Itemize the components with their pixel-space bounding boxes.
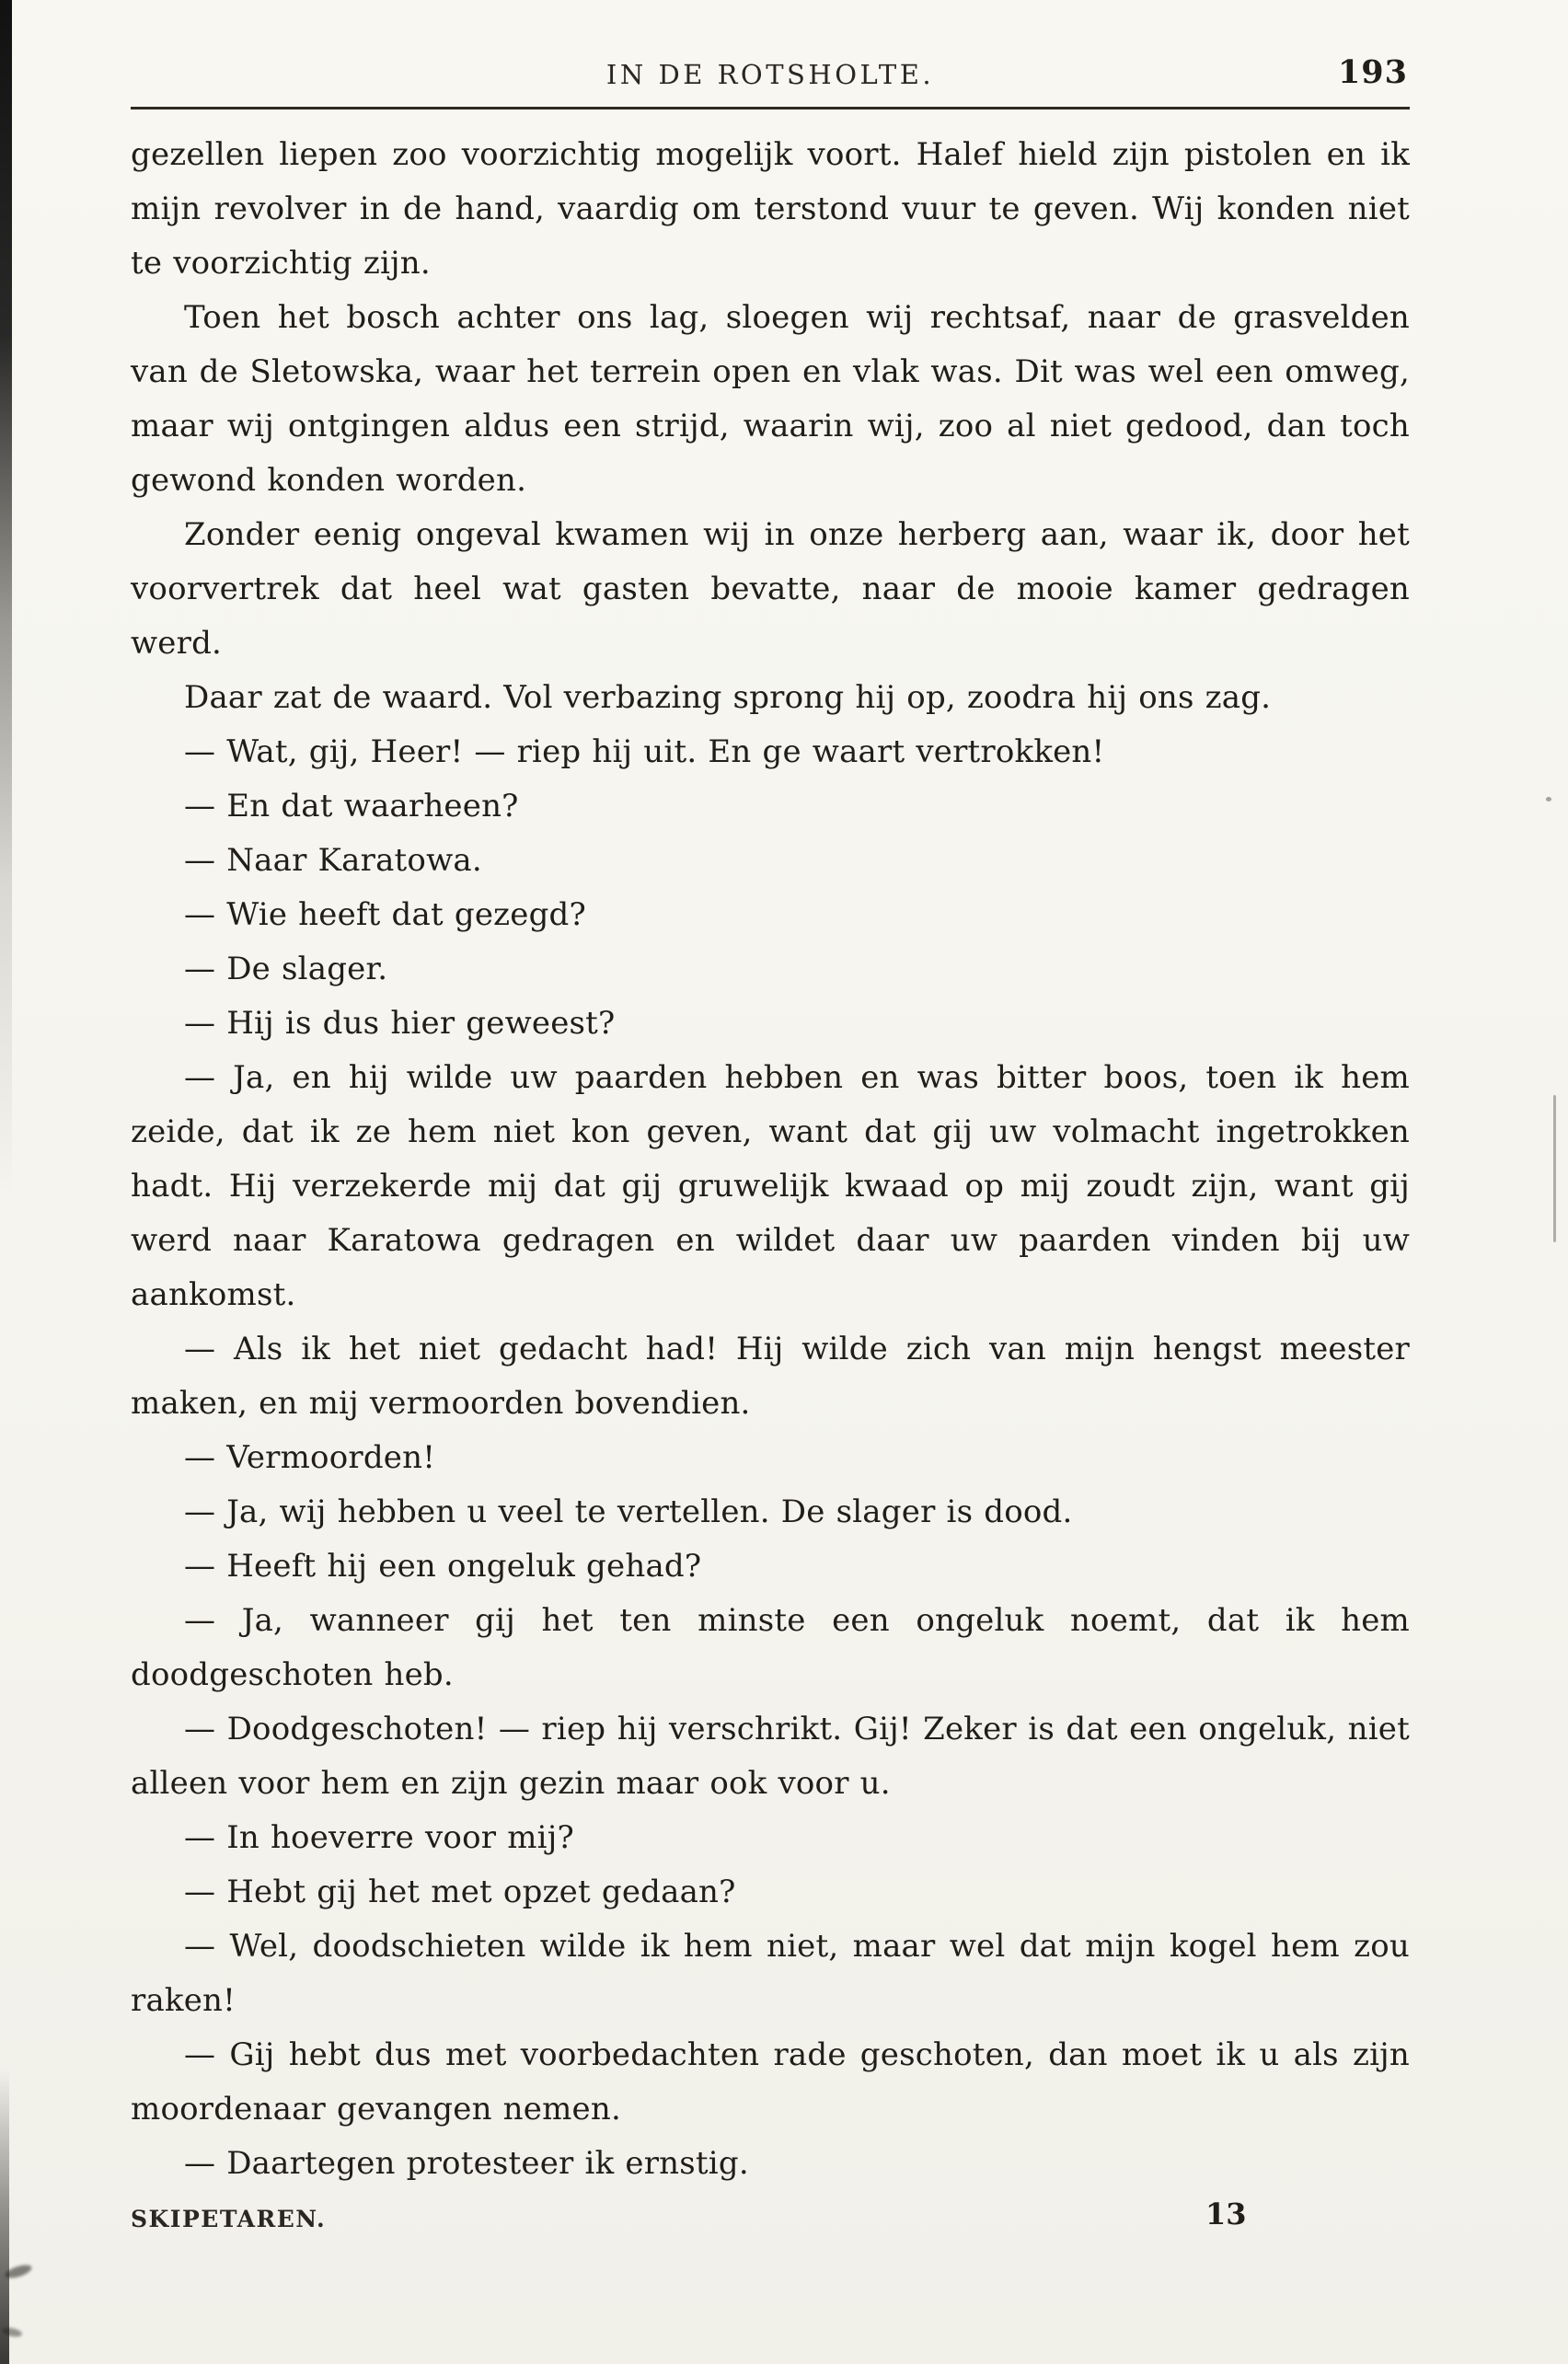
paragraph: — In hoeverre voor mij? [184, 1819, 574, 1856]
paragraph: — Heeft hij een ongeluk gehad? [184, 1548, 702, 1585]
paragraph: — Ja, wanneer gij het ten minste een ongeluk noemt, dat ik hem doodgeschoten heb. [131, 1602, 1410, 1693]
page-footer [131, 2195, 1410, 2241]
paragraph: — Hebt gij het met opzet gedaan? [184, 1874, 736, 1910]
paragraph: — Daartegen protesteer ik ernstig. [184, 2145, 749, 2182]
paragraph: — Als ik het niet gedacht had! Hij wilde zich van mijn hengst meester maken, en mij vermoorden bovendien. [131, 1331, 1410, 1422]
paragraph: — Hij is dus hier geweest? [184, 1005, 616, 1042]
paragraph: — Ja, en hij wilde uw paarden hebben en was bitter boos, toen ik hem zeide, dat ik ze hem niet kon geven, want dat gij uw volmacht ingetrokken hadt. Hij verzekerde mij dat gij gruwelijk kwaad op mij zoudt zijn, want gij werd naar Karatowa gedragen en wildet daar uw paarden vinden bij uw aankomst. [131, 1059, 1410, 1313]
scan-artifact-right-line [1553, 1095, 1556, 1242]
paragraph: — Wie heeft dat gezegd? [184, 896, 586, 933]
paragraph: — Doodgeschoten! — riep hij verschrikt. Gij! Zeker is dat een ongeluk, niet alleen voor hem en zijn gezin maar ook voor u. [131, 1711, 1410, 1802]
running-head [131, 53, 1410, 103]
paragraph: — Gij hebt dus met voorbedachten rade geschoten, dan moet ik u als zijn moordenaar gevangen nemen. [131, 2036, 1410, 2128]
paragraph: — De slager. [184, 951, 388, 987]
paragraph: — Naar Karatowa. [184, 842, 482, 879]
page-number: 193 [1337, 53, 1408, 91]
chapter-title: IN DE ROTSHOLTE. [605, 59, 935, 90]
paragraph: — Vermoorden! [184, 1439, 436, 1476]
paragraph: — Wel, doodschieten wilde ik hem niet, maar wel dat mijn kogel hem zou raken! [131, 1928, 1410, 2019]
paragraph: — En dat waarheen? [184, 788, 519, 825]
sheet-number: 13 [1205, 2197, 1247, 2231]
scan-artifact-speck [1546, 797, 1551, 801]
paragraph: — Ja, wij hebben u veel te vertellen. De slager is dood. [184, 1493, 1073, 1530]
printer-signature: SKIPETAREN. [131, 2206, 327, 2232]
paragraph: Zonder eenig ongeval kwamen wij in onze herberg aan, waar ik, door het voorvertrek dat heel wat gasten bevatte, naar de mooie kamer gedragen werd. [131, 516, 1410, 662]
scan-artifact-left-edge-bottom [0, 2070, 9, 2364]
page-body [131, 128, 1410, 2191]
page-content [131, 53, 1410, 2241]
paragraph: Daar zat de waard. Vol verbazing sprong hij op, zoodra hij ons zag. [184, 679, 1272, 716]
paragraph: — Wat, gij, Heer! — riep hij uit. En ge waart vertrokken! [184, 733, 1105, 770]
scan-artifact-left-edge-top [0, 0, 12, 1196]
header-rule [131, 107, 1410, 110]
paragraph: gezellen liepen zoo voorzichtig mogelijk voort. Halef hield zijn pistolen en ik mijn revolver in de hand, vaardig om terstond vuur te geven. Wij konden niet te voorzichtig zijn. [131, 136, 1410, 282]
paragraph: Toen het bosch achter ons lag, sloegen wij rechtsaf, naar de grasvelden van de Sletowska, waar het terrein open en vlak was. Dit was wel een omweg, maar wij ontgingen aldus een strijd, waarin wij, zoo al niet gedood, dan toch gewond konden worden. [131, 299, 1410, 499]
